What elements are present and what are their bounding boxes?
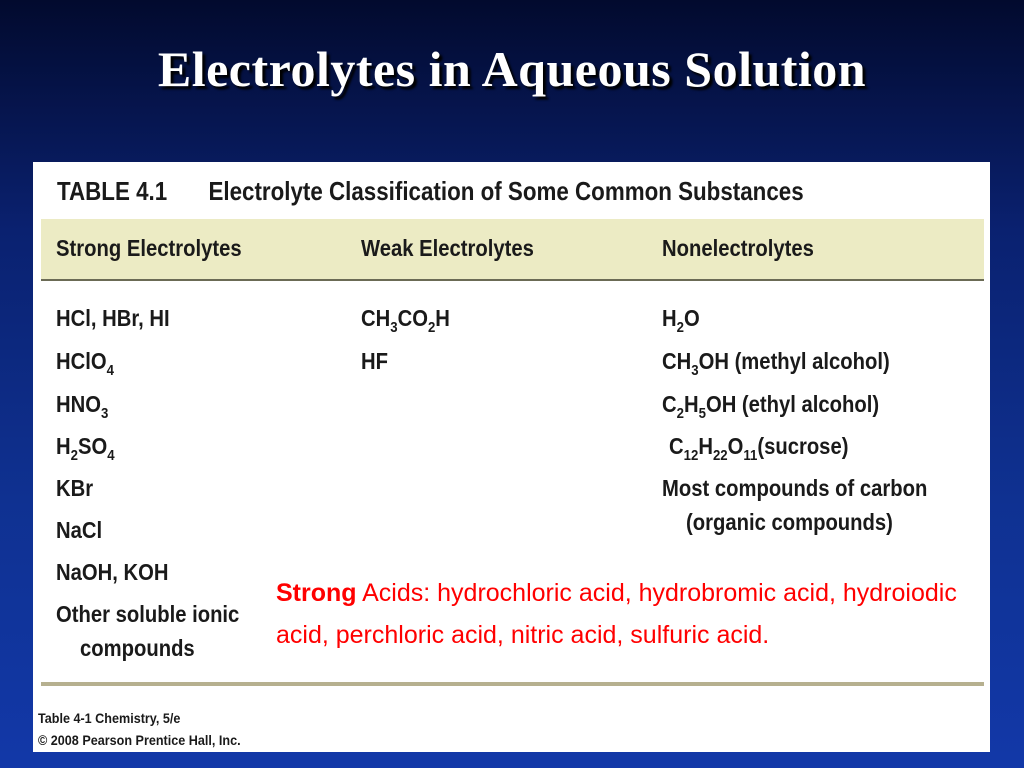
- non-item: $CH_3OH$ (methyl alcohol): [662, 348, 890, 379]
- column-header-weak: Weak Electrolytes: [361, 235, 534, 261]
- table-title: Electrolyte Classification of Some Common Substances: [208, 176, 804, 206]
- table-number: TABLE 4.1: [57, 176, 168, 206]
- strong-item: $HNO_3$: [56, 391, 109, 422]
- strong-item: NaCl: [56, 517, 103, 543]
- table-panel: [33, 162, 990, 752]
- copyright-line: © 2008 Pearson Prentice Hall, Inc.: [38, 732, 241, 748]
- column-header-strong: Strong Electrolytes: [56, 235, 242, 261]
- note-strong-word: Strong: [276, 579, 357, 607]
- weak-item: $CH_3CO_2H$: [361, 305, 450, 336]
- weak-item: HF: [361, 348, 388, 374]
- strong-item: HCl, HBr, HI: [56, 305, 170, 331]
- credit-line: Table 4-1 Chemistry, 5/e: [38, 710, 181, 726]
- strong-item: compounds: [80, 635, 195, 661]
- strong-item: $H_2SO_4$: [56, 433, 115, 464]
- table-bottom-rule: [41, 682, 984, 686]
- column-header-non: Nonelectrolytes: [662, 235, 814, 261]
- non-item: $C_{12}H_{22}O_{11}(sucrose)$: [669, 433, 849, 464]
- table-caption: [57, 176, 804, 207]
- non-item: $H_2O$: [662, 305, 700, 336]
- strong-item: NaOH, KOH: [56, 559, 169, 585]
- slide-title: Electrolytes in Aqueous Solution: [157, 41, 867, 97]
- non-item: $C_2H_5OH$ (ethyl alcohol): [662, 391, 880, 422]
- non-item: Most compounds of carbon: [662, 475, 928, 501]
- strong-acids-note: [276, 572, 1001, 656]
- strong-item: Other soluble ionic: [56, 601, 240, 627]
- column-header-band: [41, 219, 984, 281]
- note-text: Acids: hydrochloric acid, hydrobromic acid, hydroiodic acid, perchloric acid, nitric acid, sulfuric acid.: [276, 579, 957, 649]
- non-item: (organic compounds): [686, 509, 893, 535]
- strong-item: HClO$_4$: [56, 348, 114, 379]
- strong-item: KBr: [56, 475, 94, 501]
